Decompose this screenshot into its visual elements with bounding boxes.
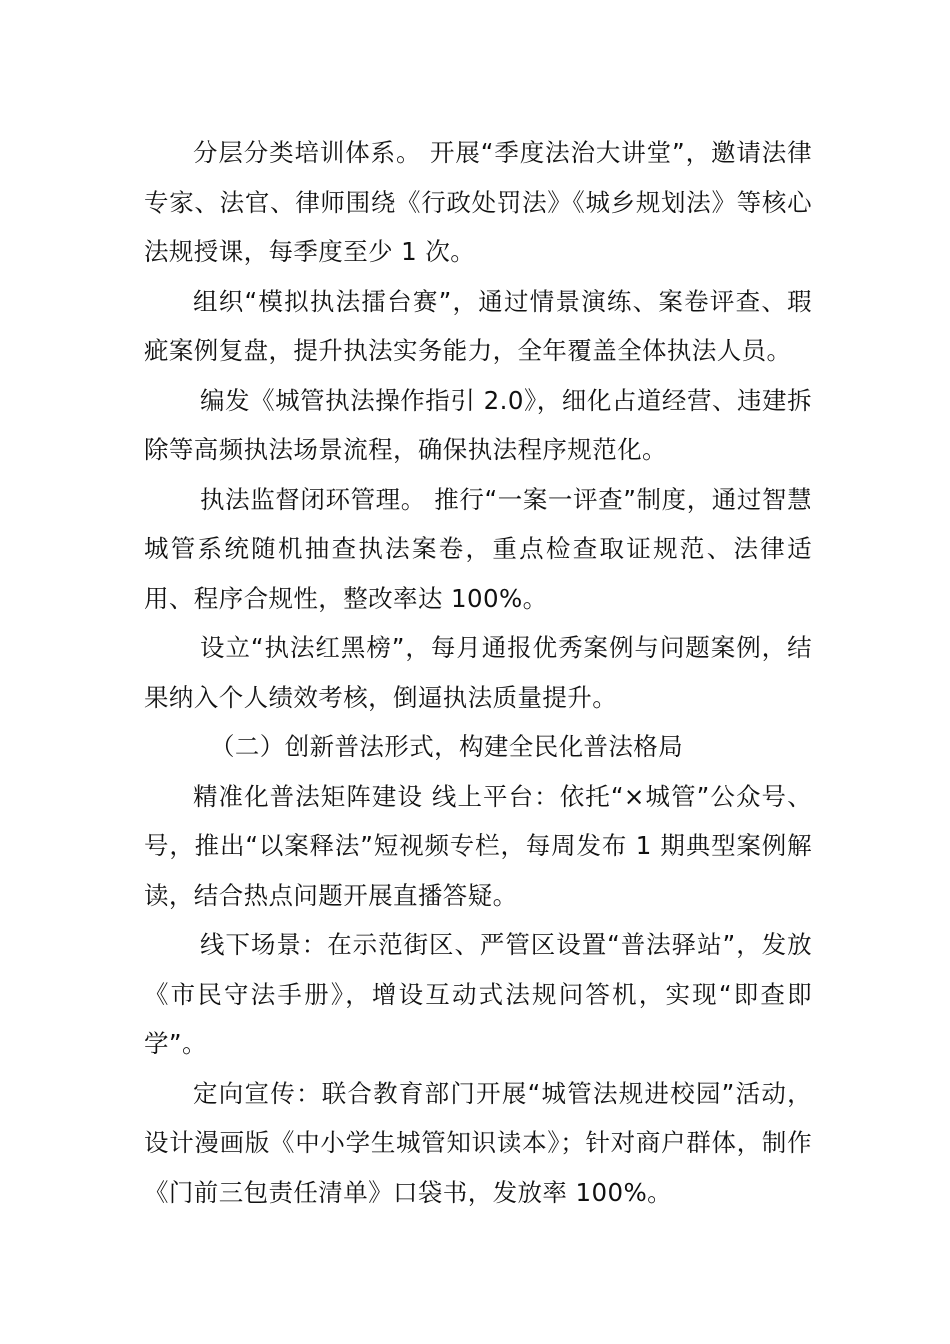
- document-body: [144, 128, 812, 1217]
- paragraph-online-platform: 精准化普法矩阵建设 线上平台：依托“×城管”公众号、号，推出“以案释法”短视频专栏，每周发布 1 期典型案例解读，结合热点问题开展直播答疑。: [144, 781, 812, 910]
- paragraph-offline-scenes: 线下场景：在示范街区、严管区设置“普法驿站”，发放《市民守法手册》，增设互动式法规问答机，实现“即查即学”。: [144, 930, 812, 1058]
- paragraph-enforcement-guide: 编发《城管执法操作指引 2.0》，细化占道经营、违建拆除等高频执法场景流程，确保执法程序规范化。: [144, 385, 812, 464]
- paragraph-training-system: 分层分类培训体系。 开展“季度法治大讲堂”，邀请法律专家、法官、律师围绕《行政处罚法》《城乡规划法》等核心法规授课，每季度至少 1 次。: [144, 138, 812, 266]
- paragraph-targeted-publicity: 定向宣传：联合教育部门开展“城管法规进校园”活动，设计漫画版《中小学生城管知识读本》；针对商户群体，制作《门前三包责任清单》口袋书，发放率 100%。: [144, 1078, 812, 1207]
- paragraph-supervision-loop: 执法监督闭环管理。 推行“一案一评查”制度，通过智慧城管系统随机抽查执法案卷，重点检查取证规范、法律适用、程序合规性，整改率达 100%。: [144, 484, 812, 613]
- section-heading: （二）创新普法形式，构建全民化普法格局: [210, 732, 684, 761]
- paragraph-mock-enforcement-contest: 组织“模拟执法擂台赛”，通过情景演练、案卷评查、瑕疵案例复盘，提升执法实务能力，全年覆盖全体执法人员。: [144, 286, 812, 365]
- paragraph-red-black-list: 设立“执法红黑榜”，每月通报优秀案例与问题案例，结果纳入个人绩效考核，倒逼执法质量提升。: [144, 633, 812, 712]
